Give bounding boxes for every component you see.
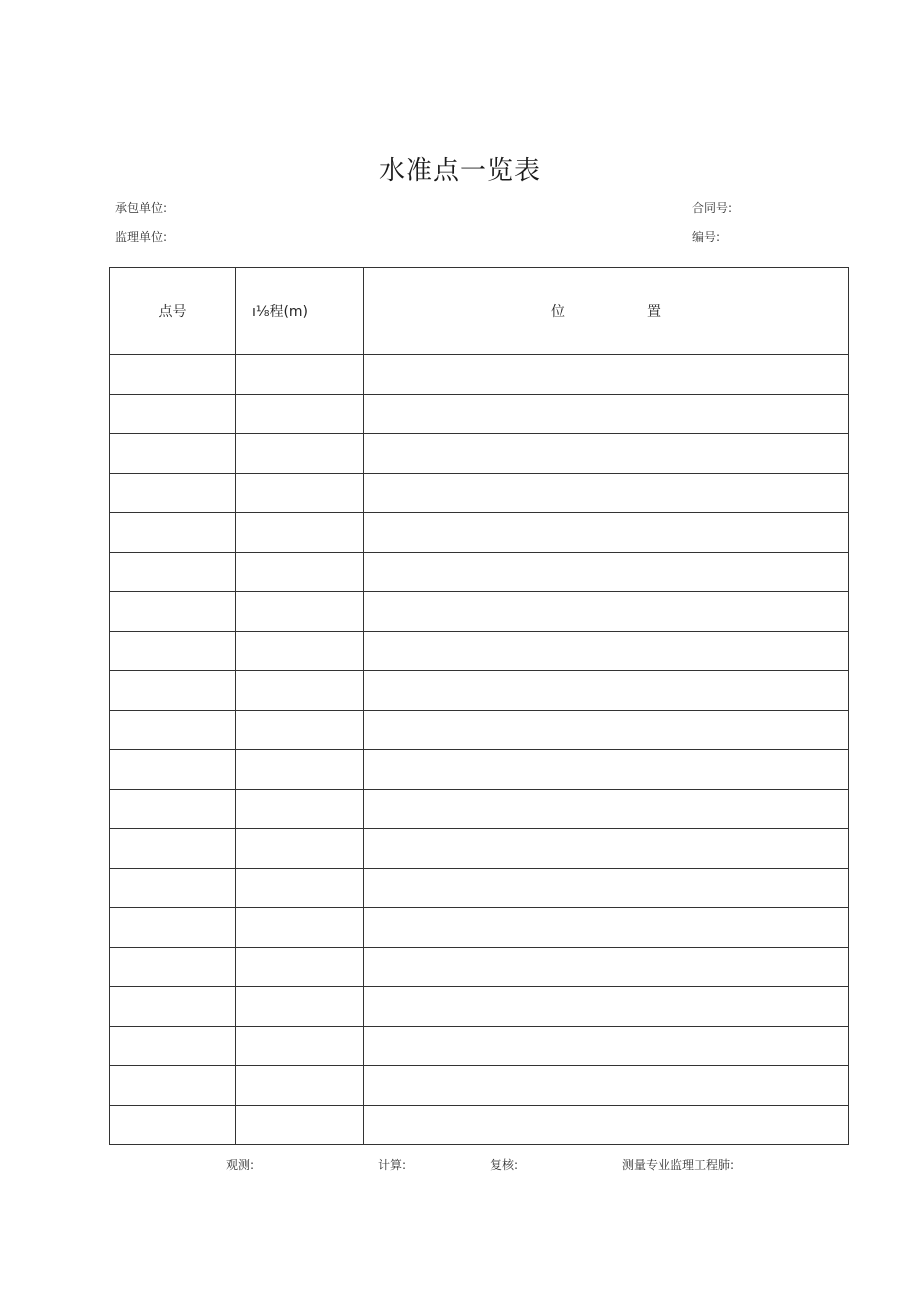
table-row (110, 829, 849, 869)
cell-location[interactable] (364, 829, 849, 869)
cell-elevation[interactable] (236, 671, 364, 711)
cell-point-no[interactable] (110, 1066, 236, 1106)
cell-elevation[interactable] (236, 1026, 364, 1066)
cell-elevation[interactable] (236, 592, 364, 632)
cell-point-no[interactable] (110, 473, 236, 513)
cell-point-no[interactable] (110, 987, 236, 1027)
column-header-location (364, 268, 849, 355)
cell-elevation[interactable] (236, 631, 364, 671)
cell-location[interactable] (364, 355, 849, 395)
serial-no-label: 编号: (692, 230, 721, 244)
cell-elevation[interactable] (236, 552, 364, 592)
cell-location[interactable] (364, 750, 849, 790)
cell-point-no[interactable] (110, 829, 236, 869)
table-row (110, 552, 849, 592)
cell-location[interactable] (364, 1105, 849, 1145)
calc-label: 计算: (378, 1158, 407, 1172)
cell-point-no[interactable] (110, 1026, 236, 1066)
benchmark-table (109, 267, 849, 1145)
table-header-row (110, 268, 849, 355)
cell-point-no[interactable] (110, 789, 236, 829)
cell-point-no[interactable] (110, 394, 236, 434)
cell-location[interactable] (364, 947, 849, 987)
table-row (110, 868, 849, 908)
cell-elevation[interactable] (236, 434, 364, 474)
cell-elevation[interactable] (236, 868, 364, 908)
table-row (110, 1026, 849, 1066)
contract-no-label: 合同号: (692, 201, 733, 215)
cell-point-no[interactable] (110, 908, 236, 948)
cell-location[interactable] (364, 552, 849, 592)
cell-location[interactable] (364, 1066, 849, 1106)
table-row (110, 473, 849, 513)
cell-point-no[interactable] (110, 552, 236, 592)
cell-elevation[interactable] (236, 987, 364, 1027)
cell-elevation[interactable] (236, 1105, 364, 1145)
cell-location[interactable] (364, 434, 849, 474)
review-label: 复核: (490, 1158, 519, 1172)
cell-elevation[interactable] (236, 710, 364, 750)
column-header-point-no: 点号 (110, 268, 236, 355)
table-row (110, 710, 849, 750)
table-row (110, 987, 849, 1027)
cell-point-no[interactable] (110, 868, 236, 908)
contractor-label: 承包单位: (115, 201, 168, 215)
cell-elevation[interactable] (236, 513, 364, 553)
cell-location[interactable] (364, 513, 849, 553)
table-row (110, 592, 849, 632)
cell-elevation[interactable] (236, 947, 364, 987)
cell-location[interactable] (364, 868, 849, 908)
cell-location[interactable] (364, 987, 849, 1027)
cell-point-no[interactable] (110, 750, 236, 790)
table-row (110, 671, 849, 711)
page-title: 水准点一览表 (378, 156, 541, 186)
table-row (110, 355, 849, 395)
cell-elevation[interactable] (236, 789, 364, 829)
table-row (110, 750, 849, 790)
cell-location[interactable] (364, 473, 849, 513)
table-row (110, 908, 849, 948)
cell-point-no[interactable] (110, 1105, 236, 1145)
column-header-elevation: ı⅛程(m) (236, 268, 364, 355)
cell-location[interactable] (364, 710, 849, 750)
table-row (110, 394, 849, 434)
cell-point-no[interactable] (110, 631, 236, 671)
table-row (110, 1105, 849, 1145)
cell-point-no[interactable] (110, 947, 236, 987)
column-header-location-char-1: 位 (551, 304, 565, 320)
cell-point-no[interactable] (110, 513, 236, 553)
cell-location[interactable] (364, 1026, 849, 1066)
cell-point-no[interactable] (110, 355, 236, 395)
cell-elevation[interactable] (236, 355, 364, 395)
table-body (110, 355, 849, 1145)
table-row (110, 1066, 849, 1106)
cell-location[interactable] (364, 789, 849, 829)
supervisor-label: 监理单位: (115, 230, 168, 244)
table-row (110, 631, 849, 671)
cell-elevation[interactable] (236, 394, 364, 434)
cell-location[interactable] (364, 631, 849, 671)
cell-point-no[interactable] (110, 710, 236, 750)
column-header-location-char-2: 置 (647, 304, 661, 320)
cell-point-no[interactable] (110, 434, 236, 474)
cell-elevation[interactable] (236, 750, 364, 790)
cell-point-no[interactable] (110, 592, 236, 632)
table-row (110, 434, 849, 474)
engineer-label: 测量专业监理工程肺: (622, 1158, 735, 1172)
cell-location[interactable] (364, 908, 849, 948)
table-row (110, 513, 849, 553)
cell-location[interactable] (364, 592, 849, 632)
cell-location[interactable] (364, 394, 849, 434)
cell-point-no[interactable] (110, 671, 236, 711)
table-row (110, 789, 849, 829)
observe-label: 观测: (226, 1158, 255, 1172)
cell-elevation[interactable] (236, 473, 364, 513)
table-row (110, 947, 849, 987)
cell-elevation[interactable] (236, 908, 364, 948)
cell-elevation[interactable] (236, 1066, 364, 1106)
cell-location[interactable] (364, 671, 849, 711)
cell-elevation[interactable] (236, 829, 364, 869)
